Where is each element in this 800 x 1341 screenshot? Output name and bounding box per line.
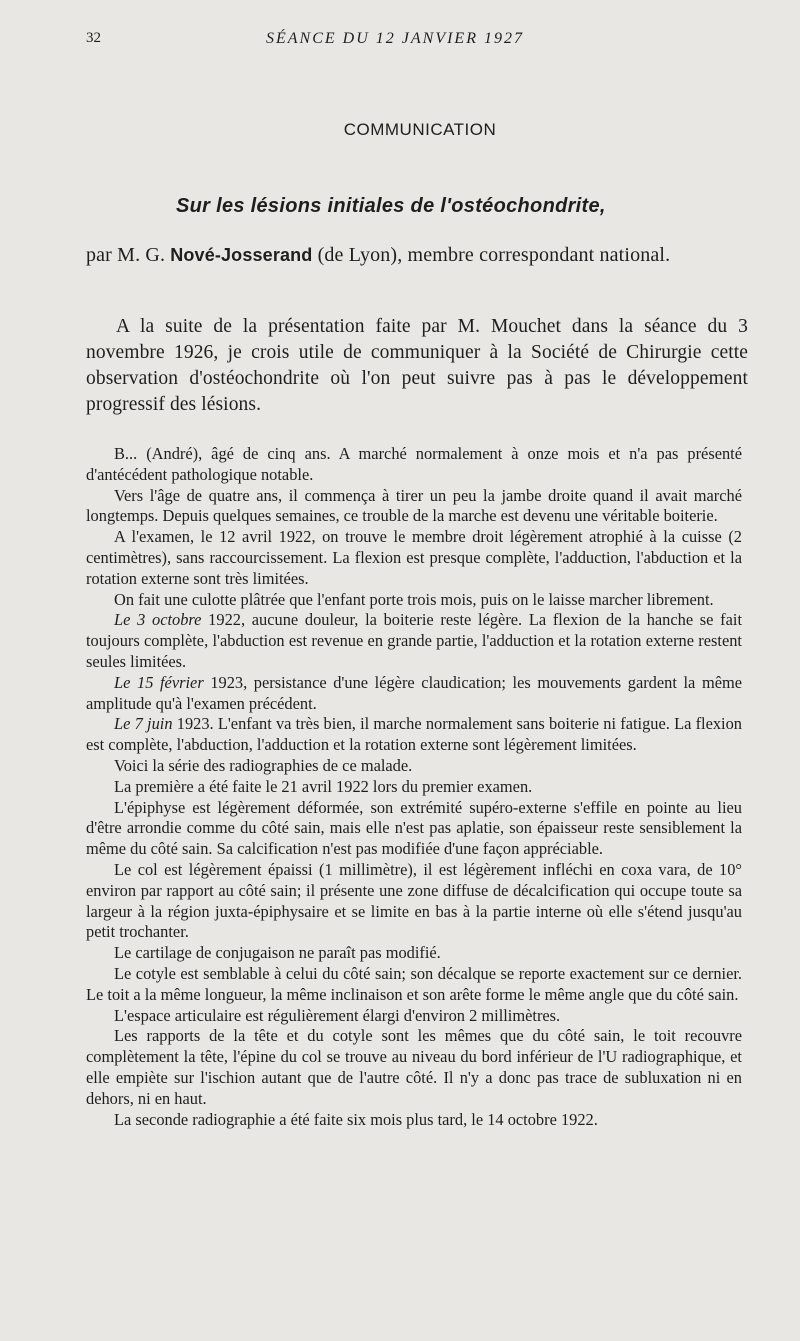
paragraph-text: La seconde radiographie a été faite six mois plus tard, le 14 octobre 1922. [114, 1109, 598, 1129]
paragraph-text: Le col est légèrement épaissi (1 millimètre), il est légèrement infléchi en coxa vara, de 10° environ par rapport au côté sain; il présente une zone diffuse de décalcification qui occupe toute sa largeur à la région juxta-épiphysaire et se limite en bas à la partie interne où elle s'étend jusqu'au petit trochanter. [86, 859, 742, 942]
page-number: 32 [86, 30, 101, 46]
body-paragraph [86, 964, 742, 1006]
body-paragraph [86, 590, 742, 611]
body-paragraph [86, 486, 742, 528]
intro-paragraph: A la suite de la présentation faite par M. Mouchet dans la séance du 3 novembre 1926, je crois utile de communiquer à la Société de Chirurgie cette observation d'ostéochondrite où l'on peut suivre pas à pas le développement progressif des lésions. [86, 316, 748, 415]
body-paragraph [86, 444, 742, 486]
paragraph-text: 1922, aucune douleur, la boiterie reste légère. La flexion de la hanche se fait toujours complète, l'abduction est revenue en grande partie, l'adduction et la rotation externe restent seules limitées. [86, 610, 743, 671]
body-paragraph [86, 943, 742, 964]
paragraph-text: Le cartilage de conjugaison ne paraît pas modifié. [114, 943, 441, 963]
byline [86, 244, 748, 267]
paragraph-text: Vers l'âge de quatre ans, il commença à tirer un peu la jambe droite quand il avait marché longtemps. Depuis quelques semaines, ce trouble de la marche est devenu une véritable boiterie. [86, 485, 742, 526]
paragraph-text: 1923. L'enfant va très bien, il marche normalement sans boiterie ni fatigue. La flexion est complète, l'abduction, l'adduction et la rotation externe sont légèrement limitées. [86, 714, 742, 755]
paragraph-date-lead: Le 7 juin [114, 714, 173, 734]
paragraph-text: L'épiphyse est légèrement déformée, son extrémité supéro-externe s'effile en pointe au lieu d'être arrondie comme du côté sain, mais elle n'est pas aplatie, son épaisseur reste sensiblement la même du côté sain. Sa calcification n'est pas modifiée d'une façon appréciable. [86, 797, 742, 859]
article-title: Sur les lésions initiales de l'ostéochondrite, [176, 195, 606, 217]
body-paragraph [86, 798, 742, 860]
paragraph-text: A l'examen, le 12 avril 1922, on trouve le membre droit légèrement atrophié à la cuisse (2 centimètres), sans raccourcissement. La flexion est presque complète, l'adduction, l'abduction et la rotation externe sont très limitées. [86, 527, 742, 588]
paragraph-text: La première a été faite le 21 avril 1922 lors du premier examen. [114, 776, 533, 796]
paragraph-text: Les rapports de la tête et du cotyle sont les mêmes que du côté sain, le toit recouvre complètement la tête, l'épine du col se trouve au niveau du bord inférieur de l'U radiographique, et elle empiète sur l'ischion autant que de l'autre côté. Il n'y a donc pas trace de subluxation ni en dehors, ni en haut. [86, 1026, 742, 1108]
running-title: SÉANCE DU 12 JANVIER 1927 [266, 30, 524, 47]
body-paragraph [86, 714, 742, 756]
body-paragraph [86, 673, 742, 715]
paragraph-text: Le cotyle est semblable à celui du côté sain; son décalque se reporte exactement sur ce dernier. Le toit a la même longueur, la même inclinaison et son arête forme le même angle que du côté sain. [86, 963, 742, 1004]
body-paragraph [86, 756, 742, 777]
paragraph-text: 1923, persistance d'une légère claudication; les mouvements gardent la même amplitude qu'à l'examen précédent. [86, 672, 742, 713]
paragraph-text: Voici la série des radiographies de ce malade. [114, 755, 413, 775]
body-paragraph [86, 527, 742, 589]
body-paragraph [86, 1026, 742, 1109]
body-paragraph [86, 777, 742, 798]
running-head [86, 30, 742, 54]
paragraph-date-lead: Le 3 octobre [114, 610, 202, 630]
paragraph-date-lead: Le 15 février [114, 672, 204, 692]
paragraph-text: L'espace articulaire est régulièrement élargi d'environ 2 millimètres. [114, 1005, 561, 1025]
byline-prefix: par M. G. [86, 244, 171, 266]
body-paragraph [86, 1006, 742, 1027]
paragraph-text: B... (André), âgé de cinq ans. A marché normalement à onze mois et n'a pas présenté d'antécédent pathologique notable. [86, 444, 742, 484]
section-heading: COMMUNICATION [343, 120, 497, 139]
byline-suffix: (de Lyon), membre correspondant national. [312, 244, 671, 266]
paragraph-text: On fait une culotte plâtrée que l'enfant porte trois mois, puis on le laisse marcher librement. [114, 589, 714, 609]
body-paragraph [86, 1110, 742, 1131]
body-text [86, 444, 742, 1130]
byline-author: Nové-Josserand [170, 245, 313, 265]
body-paragraph [86, 860, 742, 943]
body-paragraph [86, 610, 742, 672]
